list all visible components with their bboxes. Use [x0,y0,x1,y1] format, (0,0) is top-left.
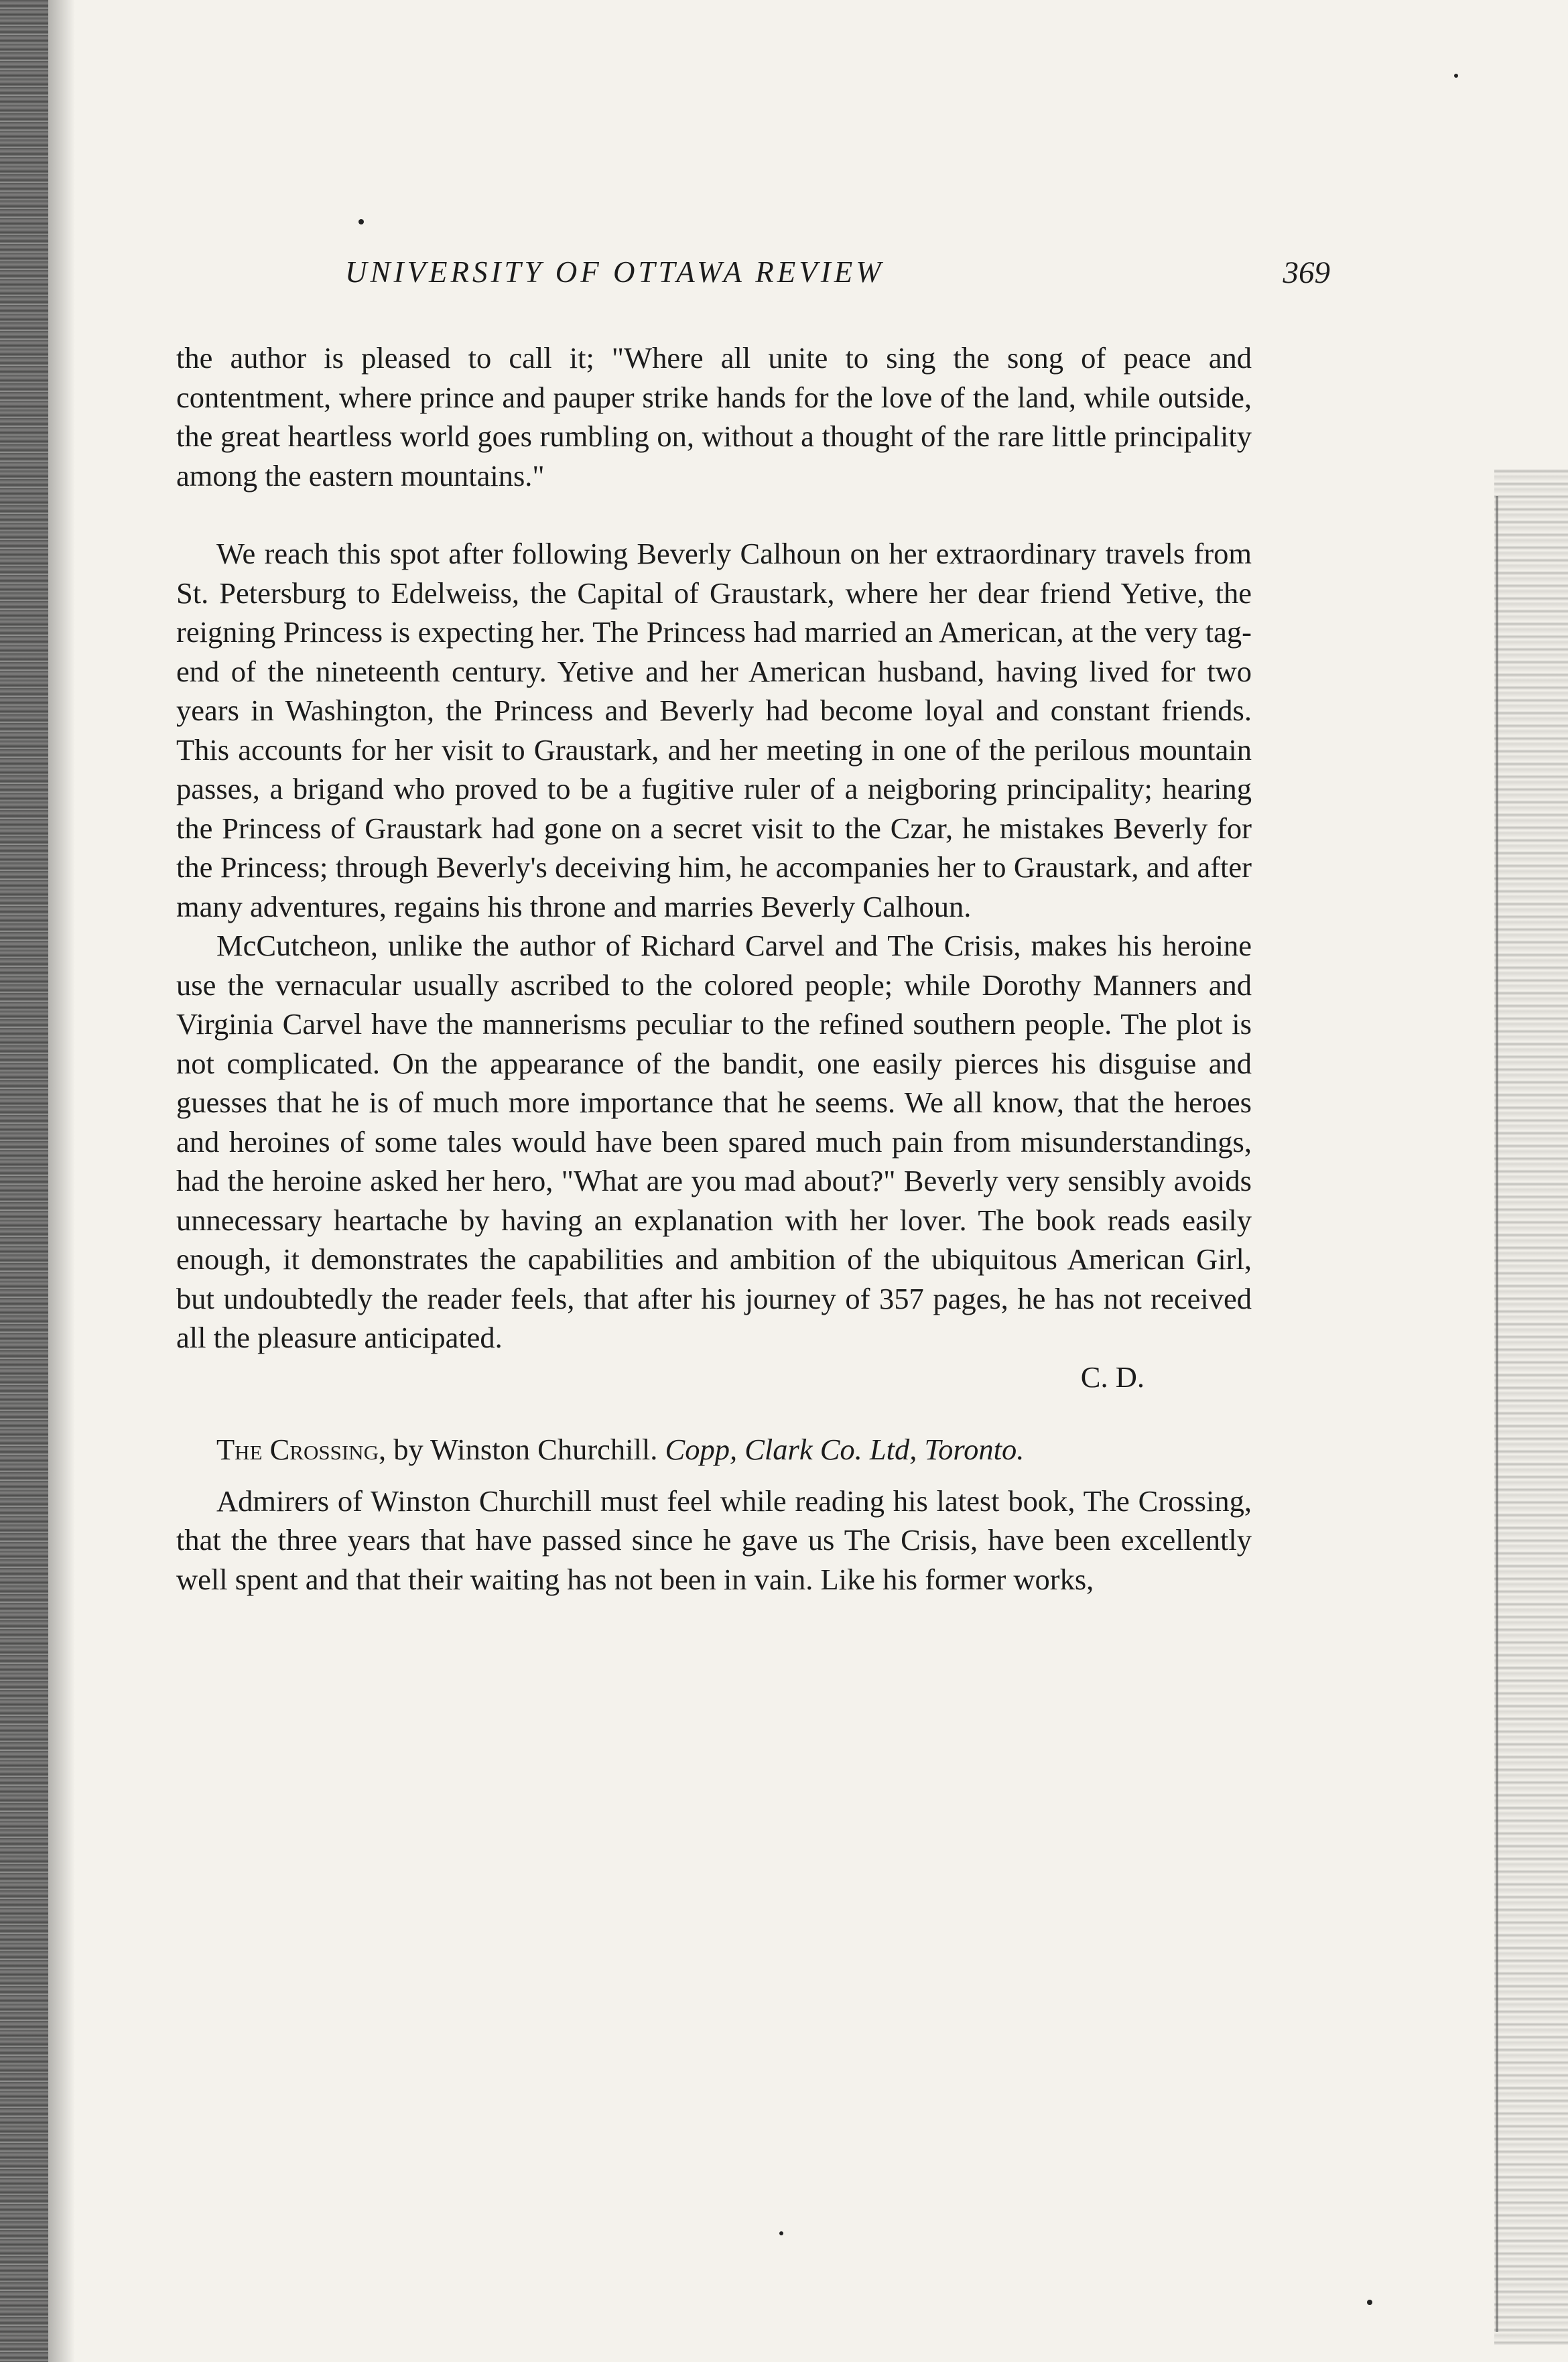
running-title: UNIVERSITY OF OTTAWA REVIEW [345,255,885,289]
page-body [176,338,1252,1599]
scan-speck [779,2231,783,2235]
book-author: , by Winston Churchill. [378,1433,658,1466]
page-binding-edge [0,0,48,2362]
paragraph-continued: the author is pleased to call it; "Where all unite to sing the song of peace and contentment, where prince and pauper strike hands for the love of the land, while outside, the great heartless world goes rumbling on, without a thought of the rare little principality among the eastern mountains." [176,341,1252,493]
paragraph-plot-summary: We reach this spot after following Beverly Calhoun on her extraordinary travels from St. Petersburg to Edelweiss, the Capital of Graustark, where her dear friend Yetive, the reigning Princess is expecting her. The Princess had married an American, at the very tag-end of the nineteenth century. Yetive and her American husband, having lived for two years in Washington, the Princess and Beverly had become loyal and constant friends. This accounts for her visit to Graustark, and her meeting in one of the perilous mountain passes, a brigand who proved to be a fugitive ruler of a neigboring principality; hearing the Princess of Graustark had gone on a secret visit to the Czar, he mistakes Beverly for the Princess; through Beverly's deceiving him, he accompanies her to Graustark, and after many adventures, regains his throne and marries Beverly Calhoun. [176,537,1252,923]
publisher-city: Toronto. [924,1433,1025,1466]
reviewer-signature: C. D. [1080,1360,1145,1394]
margin-rule [1496,496,1498,2332]
margin-scan-noise [1494,469,1568,2345]
paragraph-critique: McCutcheon, unlike the author of Richard Carvel and The Crisis, makes his heroine use the vernacular usually ascribed to the colored people; while Dorothy Manners and Virginia Carvel have the mannerisms peculiar to the refined southern people. The plot is not complicated. On the appearance of the bandit, one easily pierces his disguise and guesses that he is of much more importance that he seems. We all know, that the heroes and heroines of some tales would have been spared much pain from misunderstandings, had the heroine asked her hero, "What are you mad about?" Beverly very sensibly avoids unnecessary heartache by having an explanation with her lover. The book reads easily enough, it demonstrates the capabilities and ambition of the ubiquitous American Girl, but undoubtedly the reader feels, that after his journey of 357 pages, he has not received all the pleasure anticipated. [176,929,1252,1354]
page-header [345,255,1330,308]
book-publisher: Copp, Clark Co. Ltd, [665,1433,917,1466]
page-number: 369 [1283,255,1330,290]
book-title: The Crossing [216,1433,379,1466]
review-heading [176,1430,1252,1469]
scan-speck [1367,2300,1372,2305]
binding-shadow [48,0,75,2362]
scan-speck [1454,74,1458,78]
paragraph-new-review: Admirers of Winston Churchill must feel while reading his latest book, The Crossing, that the three years that have passed since he gave us The Crisis, have been excellently well spent and that their waiting has not been in vain. Like his former works, [176,1484,1252,1596]
scan-speck [358,219,364,224]
